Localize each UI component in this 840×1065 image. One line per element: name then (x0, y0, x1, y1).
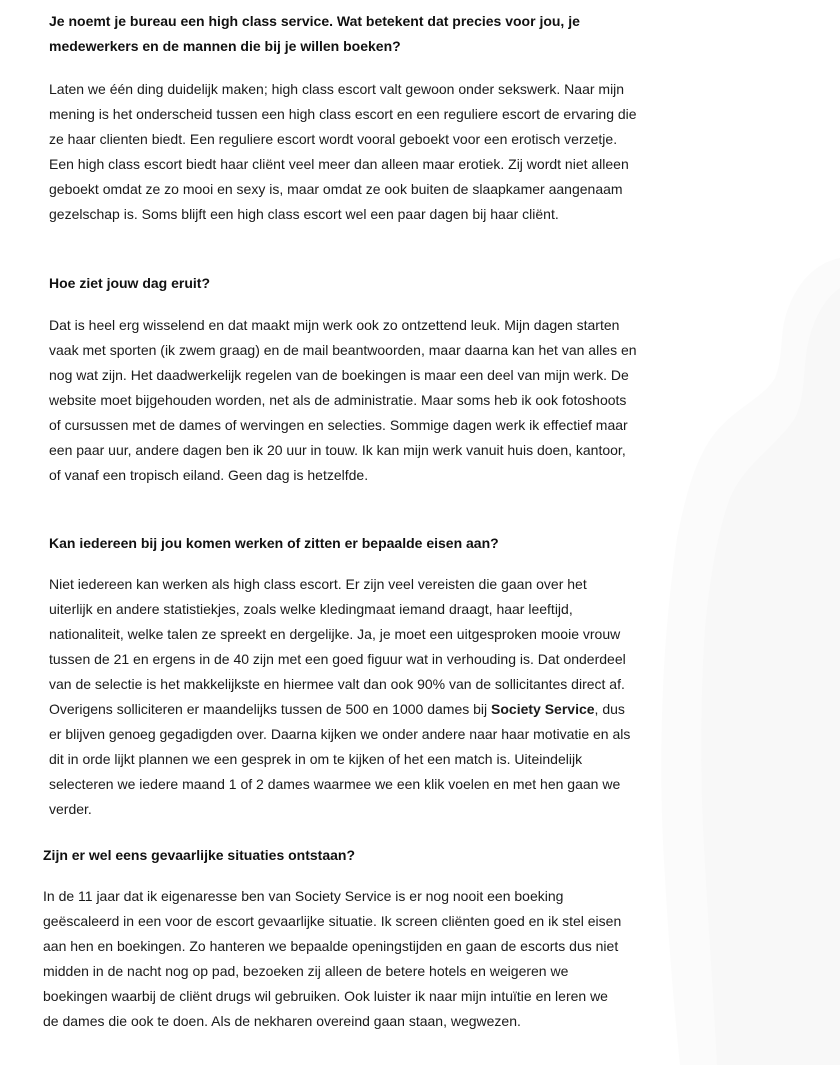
company-name-strong: Society Service (491, 701, 595, 717)
answer-text: , dus er blijven genoeg gegadigden over. Daarna kijken we onder andere naar haar motivatie en als dit in orde lijkt plannen we een gesprek in om te kijken of het een match is. Uiteindelijk selecteren we iedere maand 1 of 2 dames waarmee we een klik voelen en met hen gaan we verder. (49, 701, 631, 817)
background-silhouette (655, 258, 840, 1065)
answer-text: Niet iedereen kan werken als high class escort. Er zijn veel vereisten die gaan over het uiterlijk en andere statistiekjes, zoals welke kledingmaat iemand draagt, haar leeftijd, nationaliteit, welke talen ze spreekt en dergelijke. Ja, je moet een uitgesproken mooie vrouw tussen de 21 en ergens in de 40 zijn met een goed figuur wat in verhouding is. Dat onderdeel van de selectie is het makkelijkste en hiermee valt dan ook 90% van de sollicitantes direct af. Overigens solliciteren er maandelijks tussen de 500 en 1000 dames bij (49, 576, 626, 717)
answer-paragraph: Laten we één ding duidelijk maken; high class escort valt gewoon onder sekswerk. Naar mijn mening is het onderscheid tussen een high class escort en een reguliere escort de ervaring die ze haar clienten biedt. Een reguliere escort wordt vooral geboekt voor een erotisch verzetje. Een high class escort biedt haar cliënt veel meer dan alleen maar erotiek. Zij wordt niet alleen geboekt omdat ze zo mooi en sexy is, maar omdat ze ook buiten de slaapkamer aangenaam gezelschap is. Soms blijft een high class escort wel een paar dagen bij haar cliënt. (49, 81, 637, 222)
answer-paragraph: Dat is heel erg wisselend en dat maakt mijn werk ook zo ontzettend leuk. Mijn dagen starten vaak met sporten (ik zwem graag) en de mail beantwoorden, maar daarna kan het van alles en nog wat zijn. Het daadwerkelijk regelen van de boekingen is maar een deel van mijn werk. De website moet bijgehouden worden, net als de administratie. Maar soms heb ik ook fotoshoots of cursussen met de dames of wervingen en selecties. Sommige dagen werk ik effectief maar een paar uur, andere dagen ben ik 20 uur in touw. Ik kan mijn werk vanuit huis doen, kantoor, of vanaf een tropisch eiland. Geen dag is hetzelfde. (49, 317, 637, 483)
answer-paragraph (49, 572, 634, 822)
question-heading: Hoe ziet jouw dag eruit? (49, 275, 211, 291)
question-heading: Zijn er wel eens gevaarlijke situaties ontstaan? (43, 847, 356, 863)
answer-paragraph: In de 11 jaar dat ik eigenaresse ben van Society Service is er nog nooit een boeking geëscaleerd in een voor de escort gevaarlijke situatie. Ik screen cliënten goed en ik stel eisen aan hen en boekingen. Zo hanteren we bepaalde openingstijden en gaan de escorts dus niet midden in de nacht nog op pad, bezoeken zij alleen de betere hotels en weigeren we boekingen waarbij de cliënt drugs wil gebruiken. Ook luister ik naar mijn intuïtie en leren we de dames die ook te doen. Als de nekharen overeind gaan staan, wegwezen. (43, 888, 622, 1029)
question-heading: Kan iedereen bij jou komen werken of zitten er bepaalde eisen aan? (49, 535, 499, 551)
question-heading: Je noemt je bureau een high class service. Wat betekent dat precies voor jou, je medewerkers en de mannen die bij je willen boeken? (49, 13, 580, 54)
